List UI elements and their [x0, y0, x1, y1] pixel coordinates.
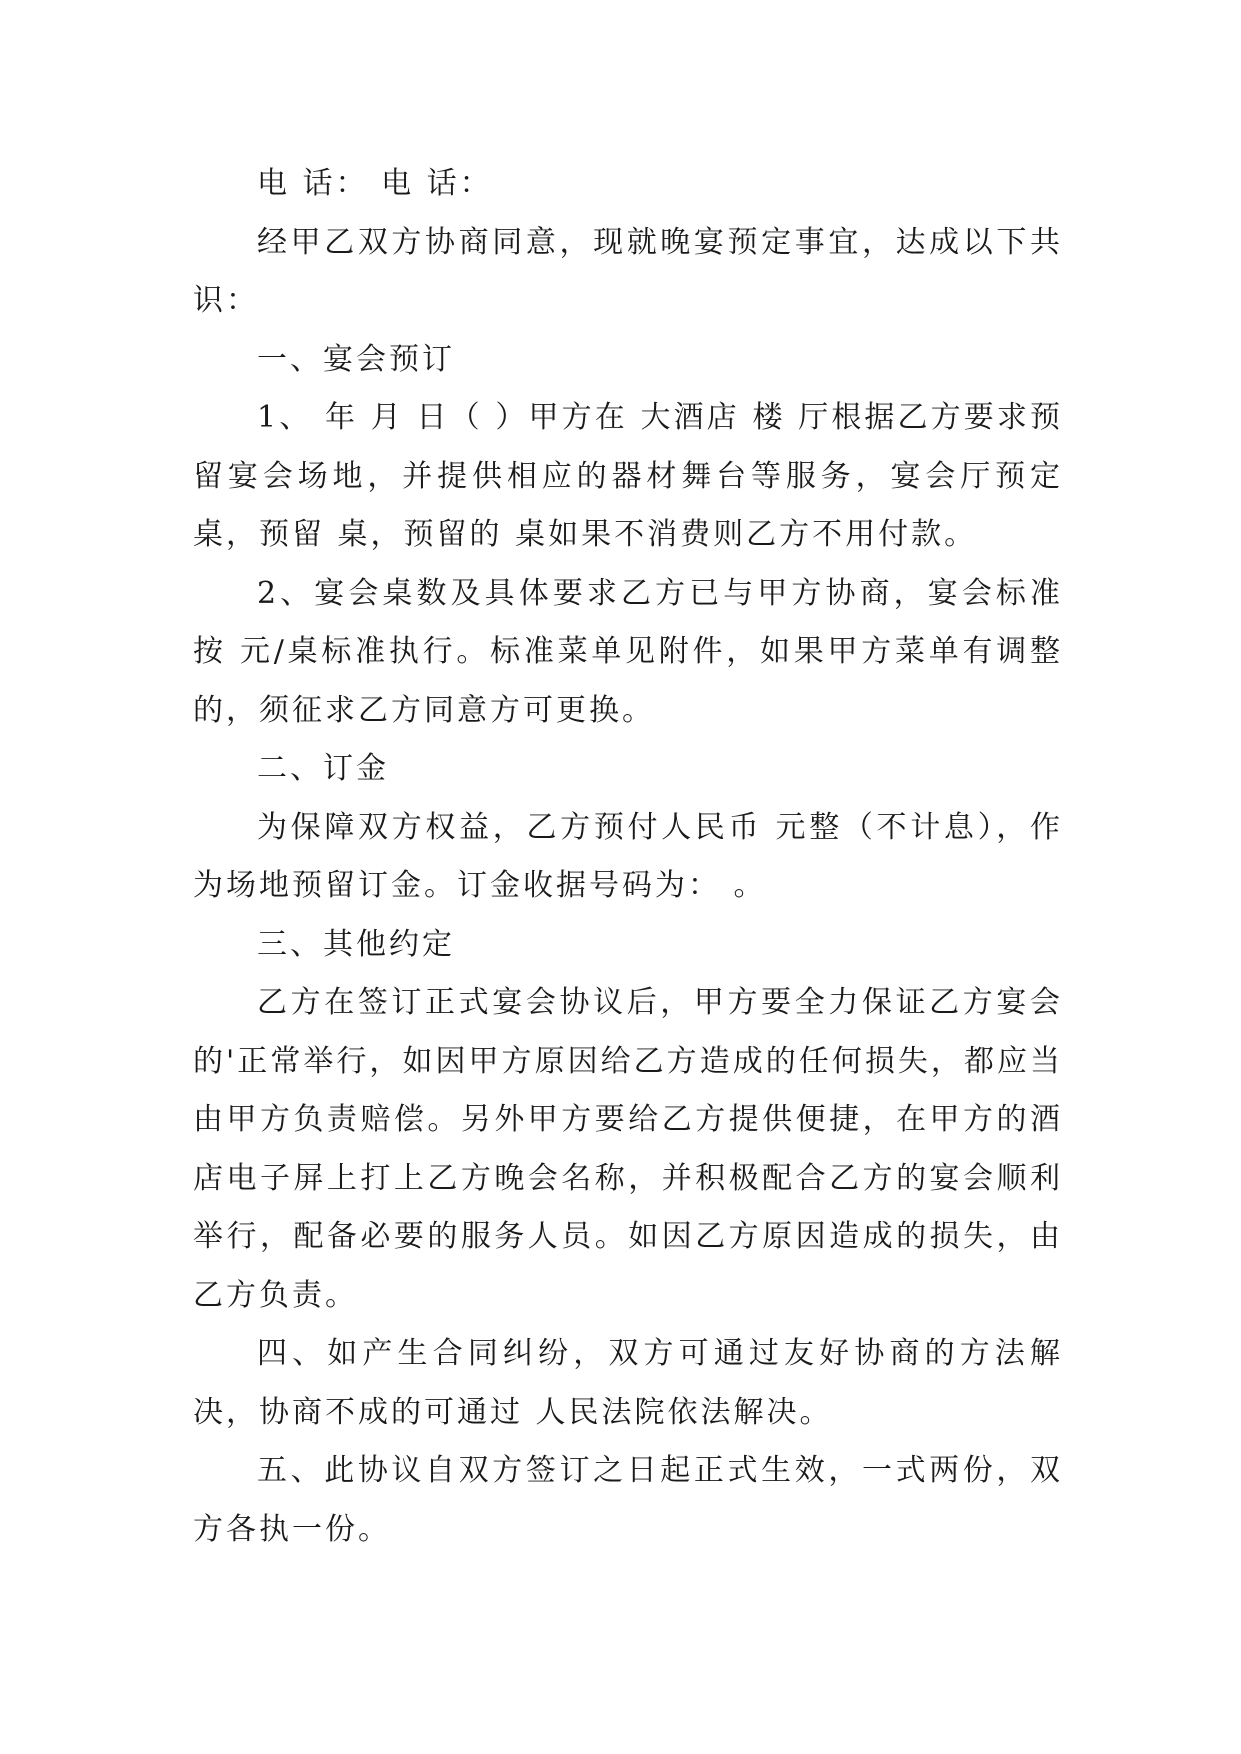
other-terms-paragraph: 乙方在签订正式宴会协议后，甲方要全力保证乙方宴会的'正常举行，如因甲方原因给乙方造成的任何损失，都应当由甲方负责赔偿。另外甲方要给乙方提供便捷，在甲方的酒店电子屏上打上乙方晚会名称，并积极配合乙方的宴会顺利举行，配备必要的服务人员。如因乙方原因造成的损失，由乙方负责。: [193, 985, 1063, 1313]
deposit-paragraph: 为保障双方权益，乙方预付人民币 元整（不计息），作为场地预留订金。订金收据号码为： 。: [193, 809, 1063, 903]
dispute-paragraph: 四、如产生合同纠纷，双方可通过友好协商的方法解决，协商不成的可通过 人民法院依法解决。: [193, 1336, 1063, 1430]
section-heading-deposit: 二、订金: [257, 751, 389, 786]
section-heading-banquet-booking: 一、宴会预订: [257, 341, 455, 377]
document-body: [193, 155, 1063, 1559]
intro-paragraph: 经甲乙双方协商同意，现就晚宴预定事宜，达成以下共识：: [193, 224, 1063, 318]
effectiveness-paragraph: 五、此协议自双方签订之日起正式生效，一式两份，双方各执一份。: [193, 1453, 1063, 1547]
section-heading-other-terms: 三、其他约定: [257, 926, 455, 962]
phone-line: 电 话： 电 话：: [257, 166, 493, 201]
clause-1-paragraph: 1、 年 月 日（ ）甲方在 大酒店 楼 厅根据乙方要求预留宴会场地，并提供相应的器材舞台等服务，宴会厅预定 桌，预留 桌，预留的 桌如果不消费则乙方不用付款。: [193, 400, 1063, 552]
clause-2-paragraph: 2、宴会桌数及具体要求乙方已与甲方协商，宴会标准按 元/桌标准执行。标准菜单见附件，如果甲方菜单有调整的，须征求乙方同意方可更换。: [193, 575, 1063, 728]
